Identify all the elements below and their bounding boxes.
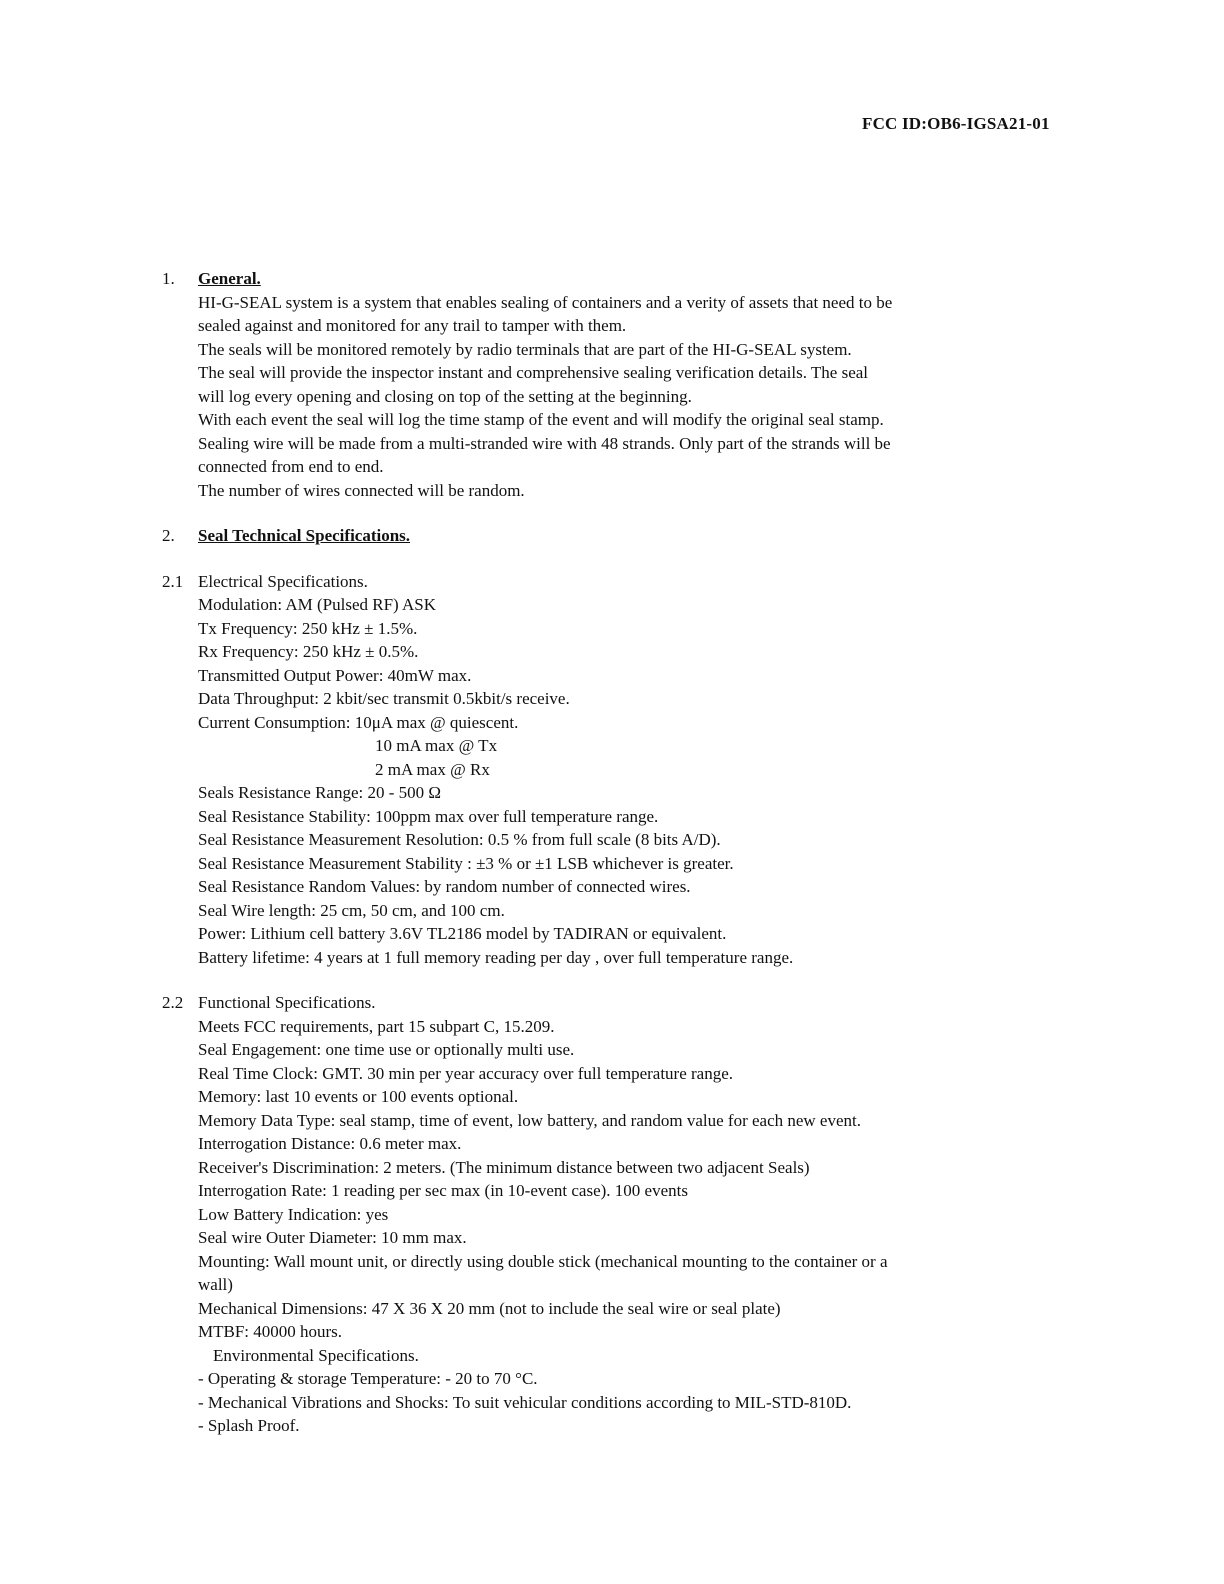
spec-line: wall) [198, 1275, 233, 1294]
spec-line: Seals Resistance Range: 20 - 500 Ω [198, 783, 442, 802]
document-body [162, 267, 1022, 1438]
section-title: Seal Technical Specifications. [198, 526, 411, 545]
subsection-title: Functional Specifications. [198, 993, 376, 1012]
section-title: General. [198, 269, 261, 288]
spec-line: Memory: last 10 events or 100 events optional. [198, 1087, 519, 1106]
spec-line: Seal Wire length: 25 cm, 50 cm, and 100 cm. [198, 900, 505, 920]
spec-line: Data Throughput: 2 kbit/sec transmit 0.5kbit/s receive. [198, 689, 570, 708]
paragraph-line: sealed against and monitored for any trail to tamper with them. [198, 316, 627, 335]
spec-list-item: - Mechanical Vibrations and Shocks: To suit vehicular conditions according to MIL-STD-810D. [198, 1392, 852, 1412]
spec-line: Memory Data Type: seal stamp, time of event, low battery, and random value for each new event. [198, 1110, 861, 1130]
spec-line: Low Battery Indication: yes [198, 1204, 389, 1224]
spec-line: Rx Frequency: 250 kHz ± 0.5%. [198, 642, 419, 661]
spec-line: Tx Frequency: 250 kHz ± 1.5%. [198, 618, 418, 638]
subsection-2-2-heading [162, 991, 1022, 1015]
paragraph-line: HI-G-SEAL system is a system that enables sealing of containers and a verity of assets that need to be [198, 292, 893, 312]
paragraph-line: Sealing wire will be made from a multi-stranded wire with 48 strands. Only part of the strands will be [198, 433, 891, 453]
spec-line: Receiver's Discrimination: 2 meters. (The minimum distance between two adjacent Seals) [198, 1157, 810, 1177]
spec-line: Seal Resistance Measurement Resolution: 0.5 % from full scale (8 bits A/D). [198, 830, 721, 849]
spec-continuation-line: 10 mA max @ Tx [375, 736, 498, 755]
spec-line: MTBF: 40000 hours. [198, 1322, 343, 1341]
spec-continuation-line: 2 mA max @ Rx [375, 759, 490, 779]
section-number: 2. [162, 526, 175, 545]
spec-line: Transmitted Output Power: 40mW max. [198, 665, 472, 685]
spec-line: Battery lifetime: 4 years at 1 full memory reading per day , over full temperature range. [198, 947, 794, 967]
subsection-title: Electrical Specifications. [198, 571, 368, 591]
paragraph-line: With each event the seal will log the time stamp of the event and will modify the original seal stamp. [198, 410, 884, 429]
spec-list-item: - Splash Proof. [198, 1416, 300, 1435]
paragraph-line: The seal will provide the inspector instant and comprehensive sealing verification details. The seal [198, 363, 869, 382]
spec-line: Seal Resistance Measurement Stability : ±3 % or ±1 LSB whichever is greater. [198, 853, 734, 873]
spec-line: Power: Lithium cell battery 3.6V TL2186 model by TADIRAN or equivalent. [198, 924, 727, 943]
spec-line: Real Time Clock: GMT. 30 min per year accuracy over full temperature range. [198, 1063, 734, 1083]
spec-line: Modulation: AM (Pulsed RF) ASK [198, 595, 437, 614]
paragraph-line: The seals will be monitored remotely by radio terminals that are part of the HI-G-SEAL system. [198, 339, 852, 359]
section-number: 1. [162, 269, 175, 288]
paragraph-line: connected from end to end. [198, 457, 384, 476]
spec-line: Seal Engagement: one time use or optionally multi use. [198, 1040, 575, 1059]
spec-line: Seal wire Outer Diameter: 10 mm max. [198, 1228, 467, 1247]
spec-line: Mounting: Wall mount unit, or directly using double stick (mechanical mounting to the container or a [198, 1251, 888, 1271]
environmental-specs-title: Environmental Specifications. [213, 1345, 419, 1365]
section-1-heading [162, 267, 1022, 291]
spec-line: Interrogation Rate: 1 reading per sec max (in 10-event case). 100 events [198, 1181, 688, 1200]
spec-line: Interrogation Distance: 0.6 meter max. [198, 1134, 462, 1153]
paragraph-line: The number of wires connected will be random. [198, 480, 525, 500]
section-2-heading [162, 524, 1022, 548]
spec-line: Meets FCC requirements, part 15 subpart C, 15.209. [198, 1016, 555, 1036]
spec-list-item: - Operating & storage Temperature: - 20 to 70 °C. [198, 1369, 538, 1388]
subsection-number: 2.1 [162, 571, 184, 591]
spec-line: Mechanical Dimensions: 47 X 36 X 20 mm (not to include the seal wire or seal plate) [198, 1298, 781, 1318]
paragraph-line: will log every opening and closing on top of the setting at the beginning. [198, 386, 692, 406]
subsection-number: 2.2 [162, 993, 184, 1012]
subsection-2-1-heading [162, 570, 1022, 594]
spec-line: Seal Resistance Stability: 100ppm max over full temperature range. [198, 806, 659, 826]
spec-line: Current Consumption: 10μA max @ quiescent. [198, 712, 519, 732]
spec-line: Seal Resistance Random Values: by random number of connected wires. [198, 877, 691, 896]
fcc-id-header: FCC ID:OB6-IGSA21-01 [862, 114, 1050, 133]
